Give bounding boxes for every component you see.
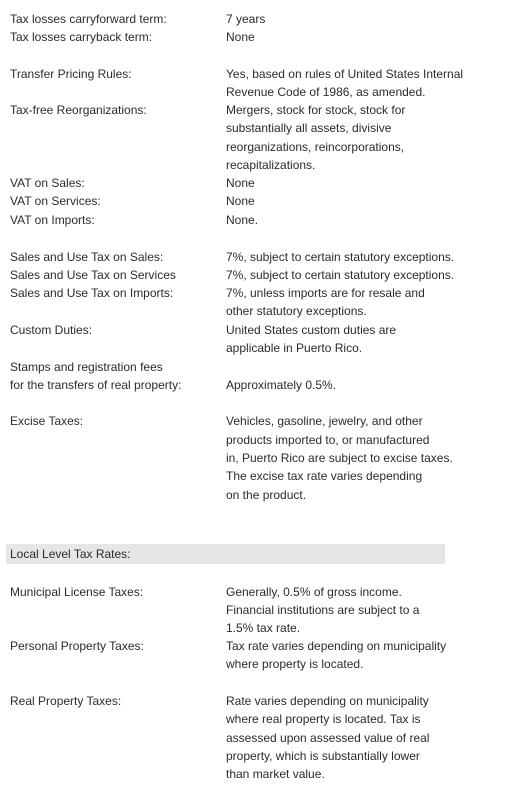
row-value: Tax rate varies depending on municipality — [226, 639, 447, 653]
row-label: Custom Duties: — [10, 323, 93, 337]
row-label: Tax losses carryback term: — [10, 30, 153, 44]
row-value: substantially all assets, divisive — [226, 121, 392, 135]
row-label: for the transfers of real property: — [10, 378, 182, 392]
row-value: Approximately 0.5%. — [226, 378, 337, 392]
section-title: Local Level Tax Rates: — [10, 547, 131, 561]
row-label: VAT on Sales: — [10, 176, 85, 190]
row-value: Yes, based on rules of United States Internal — [226, 67, 464, 81]
row-value: on the product. — [226, 488, 307, 502]
row-label: Transfer Pricing Rules: — [10, 67, 132, 81]
row-value: property, which is substantially lower — [226, 749, 420, 763]
row-value: than market value. — [226, 767, 325, 781]
row-value: applicable in Puerto Rico. — [226, 341, 363, 355]
row-value: Vehicles, gasoline, jewelry, and other — [226, 414, 423, 428]
row-value: assessed upon assessed value of real — [226, 731, 430, 745]
row-value: None. — [226, 213, 259, 227]
row-value: The excise tax rate varies depending — [226, 469, 423, 483]
row-value: Mergers, stock for stock, stock for — [226, 103, 406, 117]
row-value: 7%, unless imports are for resale and — [226, 286, 425, 300]
row-value: where real property is located. Tax is — [226, 712, 421, 726]
row-value: United States custom duties are — [226, 323, 397, 337]
row-label: VAT on Services: — [10, 194, 101, 208]
row-value: 7%, subject to certain statutory exceptions. — [226, 268, 455, 282]
row-value: 1.5% tax rate. — [226, 621, 301, 635]
row-value: Financial institutions are subject to a — [226, 603, 420, 617]
row-value: Revenue Code of 1986, as amended. — [226, 85, 426, 99]
row-value: 7 years — [226, 12, 266, 26]
row-value: 7%, subject to certain statutory exceptions. — [226, 250, 455, 264]
row-label: Tax losses carryforward term: — [10, 12, 167, 26]
row-value: recapitalizations. — [226, 158, 316, 172]
row-label: Municipal License Taxes: — [10, 585, 144, 599]
row-label: Tax-free Reorganizations: — [10, 103, 147, 117]
row-value: products imported to, or manufactured — [226, 433, 430, 447]
row-value: None — [226, 30, 255, 44]
row-value: where property is located. — [226, 657, 364, 671]
row-label: Excise Taxes: — [10, 414, 84, 428]
row-value: Rate varies depending on municipality — [226, 694, 429, 708]
row-label: Personal Property Taxes: — [10, 639, 144, 653]
row-label: Stamps and registration fees — [10, 360, 163, 374]
row-value: in, Puerto Rico are subject to excise taxes. — [226, 451, 453, 465]
row-label: Sales and Use Tax on Services — [10, 268, 176, 282]
row-value: None — [226, 194, 255, 208]
row-value: None — [226, 176, 255, 190]
row-value: reorganizations, reincorporations, — [226, 140, 405, 154]
row-value: other statutory exceptions. — [226, 304, 367, 318]
row-label: VAT on Imports: — [10, 213, 95, 227]
row-value: Generally, 0.5% of gross income. — [226, 585, 402, 599]
row-label: Sales and Use Tax on Imports: — [10, 286, 174, 300]
row-label: Sales and Use Tax on Sales: — [10, 250, 164, 264]
row-label: Real Property Taxes: — [10, 694, 122, 708]
